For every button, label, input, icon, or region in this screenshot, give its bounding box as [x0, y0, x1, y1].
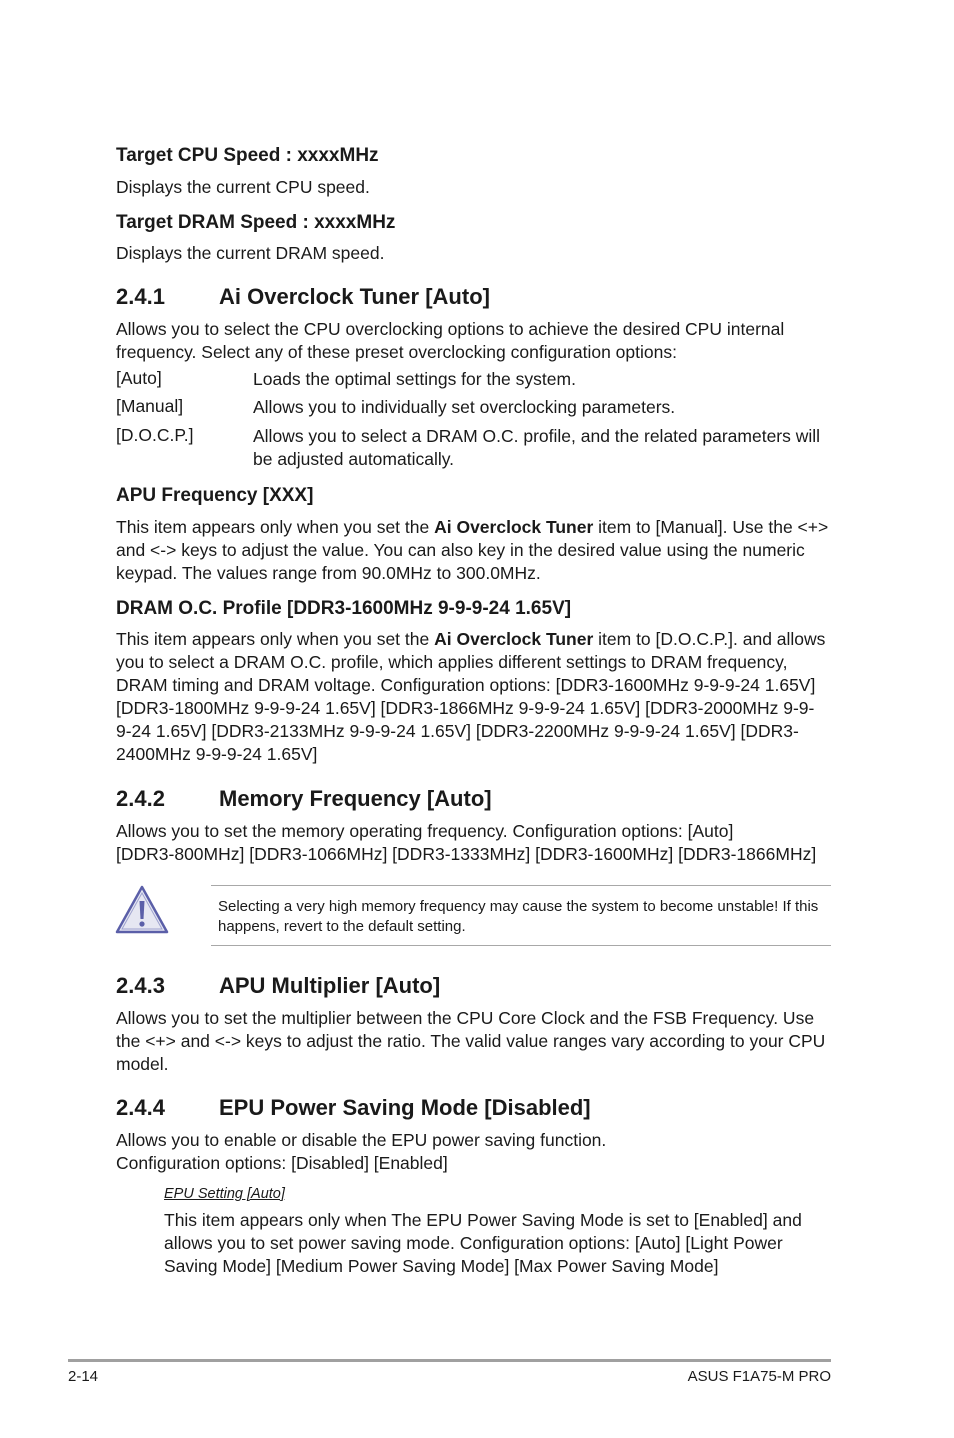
note-line: happens, revert to the default setting.: [218, 918, 466, 935]
text-span: item to [D.O.C.P.]. and allows: [593, 629, 826, 649]
epu-setting-desc: [164, 1209, 834, 1278]
paragraph-line: frequency. Select any of these preset overclocking configuration options:: [116, 342, 677, 362]
warning-icon: [114, 884, 170, 936]
section-2-4-1-intro: [116, 318, 836, 364]
section-2-4-3-heading: [116, 973, 440, 999]
section-2-4-2-desc: [116, 820, 836, 866]
paragraph-line: you to select a DRAM O.C. profile, which applies different settings to DRAM frequency,: [116, 652, 788, 672]
option-key-manual: [Manual]: [116, 396, 184, 416]
bold-term: Ai Overclock Tuner: [434, 517, 594, 537]
paragraph-line: [116, 628, 836, 651]
paragraph-line: the <+> and <-> keys to adjust the ratio. The valid value ranges vary according to your CPU: [116, 1031, 826, 1051]
dram-oc-profile-heading: DRAM O.C. Profile [DDR3-1600MHz 9-9-9-24 1.65V]: [116, 598, 572, 619]
paragraph-line: Configuration options: [Disabled] [Enabled]: [116, 1153, 448, 1173]
option-key-docp: [D.O.C.P.]: [116, 425, 194, 445]
footer-rule: [68, 1359, 831, 1362]
paragraph-line: be adjusted automatically.: [253, 449, 455, 469]
option-desc-docp: [253, 425, 838, 471]
option-desc-auto: Loads the optimal settings for the system.: [253, 369, 576, 389]
product-name: ASUS F1A75-M PRO: [687, 1368, 831, 1385]
section-2-4-2-heading: [116, 786, 492, 812]
paragraph-line: [DDR3-1800MHz 9-9-9-24 1.65V] [DDR3-1866MHz 9-9-9-24 1.65V] [DDR3-2000MHz 9-9-: [116, 698, 815, 718]
paragraph-line: Allows you to enable or disable the EPU power saving function.: [116, 1130, 607, 1150]
paragraph-line: Allows you to select a DRAM O.C. profile, and the related parameters will: [253, 426, 821, 446]
section-title: Memory Frequency [Auto]: [219, 786, 492, 811]
paragraph-line: DRAM timing and DRAM voltage. Configuration options: [DDR3-1600MHz 9-9-9-24 1.65V]: [116, 675, 816, 695]
paragraph-line: [116, 516, 836, 539]
paragraph-line: 9-24 1.65V] [DDR3-2133MHz 9-9-9-24 1.65V] [DDR3-2200MHz 9-9-9-24 1.65V] [DDR3-: [116, 721, 799, 741]
warning-note-text: [218, 897, 830, 937]
page-number: 2-14: [68, 1368, 99, 1385]
paragraph-line: This item appears only when The EPU Power Saving Mode is set to [Enabled] and: [164, 1210, 802, 1230]
paragraph-line: Allows you to select the CPU overclocking options to achieve the desired CPU internal: [116, 319, 785, 339]
section-title: Ai Overclock Tuner [Auto]: [219, 284, 490, 309]
section-number: 2.4.3: [116, 973, 165, 998]
section-title: APU Multiplier [Auto]: [219, 973, 441, 998]
target-cpu-speed-desc: Displays the current CPU speed.: [116, 177, 370, 197]
section-2-4-4-heading: [116, 1095, 591, 1121]
dram-oc-profile-desc: [116, 628, 836, 766]
target-dram-speed-heading: Target DRAM Speed : xxxxMHz: [116, 212, 396, 233]
paragraph-line: model.: [116, 1054, 169, 1074]
paragraph-line: 2400MHz 9-9-9-24 1.65V]: [116, 744, 318, 764]
section-2-4-3-desc: [116, 1007, 836, 1076]
paragraph-line: Allows you to set the multiplier between the CPU Core Clock and the FSB Frequency. Use: [116, 1008, 815, 1028]
paragraph-line: [DDR3-800MHz] [DDR3-1066MHz] [DDR3-1333MHz] [DDR3-1600MHz] [DDR3-1866MHz]: [116, 844, 817, 864]
option-key-auto: [Auto]: [116, 368, 162, 388]
section-title: EPU Power Saving Mode [Disabled]: [219, 1095, 591, 1120]
paragraph-line: allows you to set power saving mode. Configuration options: [Auto] [Light Power: [164, 1233, 783, 1253]
option-desc-manual: Allows you to individually set overclocking parameters.: [253, 397, 676, 417]
paragraph-line: Allows you to set the memory operating frequency. Configuration options: [Auto]: [116, 821, 734, 841]
target-dram-speed-desc: Displays the current DRAM speed.: [116, 243, 385, 263]
target-cpu-speed-heading: Target CPU Speed : xxxxMHz: [116, 145, 379, 166]
paragraph-line: and <-> keys to adjust the value. You can also key in the desired value using the numeric: [116, 540, 805, 560]
text-span: This item appears only when you set the: [116, 517, 435, 537]
apu-frequency-desc: [116, 516, 836, 585]
note-bottom-rule: [211, 945, 831, 946]
section-2-4-1-heading: [116, 284, 490, 310]
note-line: Selecting a very high memory frequency may cause the system to become unstable! If this: [218, 898, 819, 915]
section-number: 2.4.4: [116, 1095, 165, 1120]
epu-setting-subheading: EPU Setting [Auto]: [164, 1186, 285, 1202]
section-2-4-4-desc: [116, 1129, 836, 1175]
paragraph-line: Saving Mode] [Medium Power Saving Mode] [Max Power Saving Mode]: [164, 1256, 719, 1276]
section-number: 2.4.2: [116, 786, 165, 811]
note-top-rule: [211, 885, 831, 886]
text-span: item to [Manual]. Use the <+>: [593, 517, 829, 537]
paragraph-line: keypad. The values range from 90.0MHz to 300.0MHz.: [116, 563, 541, 583]
bold-term: Ai Overclock Tuner: [434, 629, 594, 649]
text-span: This item appears only when you set the: [116, 629, 435, 649]
section-number: 2.4.1: [116, 284, 165, 309]
apu-frequency-heading: APU Frequency [XXX]: [116, 485, 314, 506]
